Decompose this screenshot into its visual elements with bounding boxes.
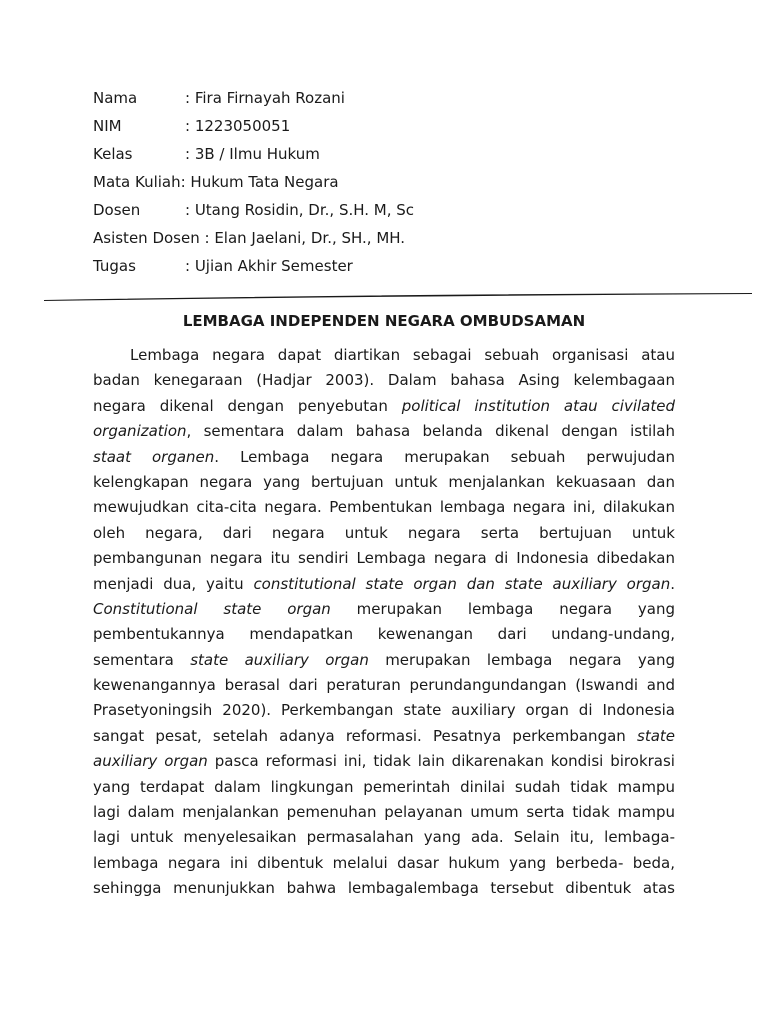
info-label: NIM	[93, 117, 122, 135]
info-row	[93, 168, 414, 196]
info-label: Nama	[93, 89, 138, 107]
header-divider	[44, 292, 752, 302]
info-row	[93, 252, 414, 280]
italic-term: staat organen	[93, 447, 215, 466]
text-line: Lembaga negara dapat diartikan sebagai sebuah organisasi atau	[130, 346, 675, 364]
info-label: Asisten Dosen	[93, 229, 205, 247]
text-line: sehingga menunjukkan bahwa lembagalembaga tersebut dibentuk atas	[93, 879, 675, 898]
info-value: : Fira Firnayah Rozani	[185, 89, 345, 107]
text-line: sementara state auxiliary organ merupakan lembaga negara yang	[93, 650, 675, 669]
italic-term: organization	[93, 422, 187, 441]
info-value: : 3B / Ilmu Hukum	[185, 145, 320, 163]
text-line: sangat pesat, setelah adanya reformasi. Pesatnya perkembangan state	[93, 726, 675, 745]
document-title: LEMBAGA INDEPENDEN NEGARA OMBUDSAMAN	[182, 312, 586, 330]
info-label: Mata Kuliah	[93, 173, 181, 191]
info-label: Kelas	[93, 145, 133, 163]
text-line: organization, sementara dalam bahasa belanda dikenal dengan istilah	[93, 422, 675, 441]
text-line: lembaga negara ini dibentuk melalui dasar hukum yang berbeda- beda,	[93, 853, 675, 872]
info-value: : Elan Jaelani, Dr., SH., MH.	[204, 229, 406, 247]
text-line: badan kenegaraan (Hadjar 2003). Dalam bahasa Asing kelembagaan	[93, 371, 675, 390]
info-label: Tugas	[93, 257, 136, 275]
info-row	[93, 112, 414, 140]
text-line: Prasetyoningsih 2020). Perkembangan state auxiliary organ di Indonesia	[93, 701, 675, 720]
info-value: : Utang Rosidin, Dr., S.H. M, Sc	[185, 201, 415, 219]
student-info-block	[93, 84, 414, 280]
text-line: pembentukannya mendapatkan kewenangan dari undang-undang,	[93, 625, 675, 644]
text-line: staat organen. Lembaga negara merupakan sebuah perwujudan	[93, 447, 676, 466]
italic-term: political institution atau civilated	[401, 396, 676, 415]
info-row	[93, 224, 414, 252]
text-line: lagi dalam menjalankan pemenuhan pelayanan umum serta tidak mampu	[93, 803, 675, 822]
text-line: lagi untuk menyelesaikan permasalahan yang ada. Selain itu, lembaga-	[93, 828, 675, 847]
text-line: Constitutional state organ merupakan lembaga negara yang	[93, 599, 675, 618]
info-value: : Ujian Akhir Semester	[185, 257, 353, 275]
info-row	[93, 84, 414, 112]
info-row	[93, 140, 414, 168]
info-row	[93, 196, 414, 224]
italic-term: constitutional state organ dan state auxiliary organ	[253, 574, 671, 593]
text-line: mewujudkan cita-cita negara. Pembentukan lembaga negara ini, dilakukan	[93, 498, 675, 517]
text-line: pembangunan negara itu sendiri Lembaga negara di Indonesia dibedakan	[93, 549, 675, 568]
text-line: kelengkapan negara yang bertujuan untuk menjalankan kekuasaan dan	[93, 472, 675, 491]
info-value: : Hukum Tata Negara	[180, 173, 339, 191]
info-value: : 1223050051	[185, 117, 291, 135]
text-line: negara dikenal dengan penyebutan political institution atau civilated	[93, 396, 676, 415]
italic-term: auxiliary organ	[93, 752, 208, 771]
body-paragraph	[93, 343, 675, 902]
italic-term: Constitutional state organ	[93, 599, 331, 618]
text-line: oleh negara, dari negara untuk negara serta bertujuan untuk	[93, 523, 675, 542]
text-line: menjadi dua, yaitu constitutional state organ dan state auxiliary organ.	[93, 574, 676, 593]
info-label: Dosen	[93, 201, 141, 219]
text-line: yang terdapat dalam lingkungan pemerintah dinilai sudah tidak mampu	[93, 777, 675, 796]
text-line: kewenangannya berasal dari peraturan perundangundangan (Iswandi and	[93, 676, 675, 695]
text-line: auxiliary organ pasca reformasi ini, tidak lain dikarenakan kondisi birokrasi	[93, 752, 675, 771]
italic-term: state	[637, 726, 675, 745]
italic-term: state auxiliary organ	[190, 650, 369, 669]
